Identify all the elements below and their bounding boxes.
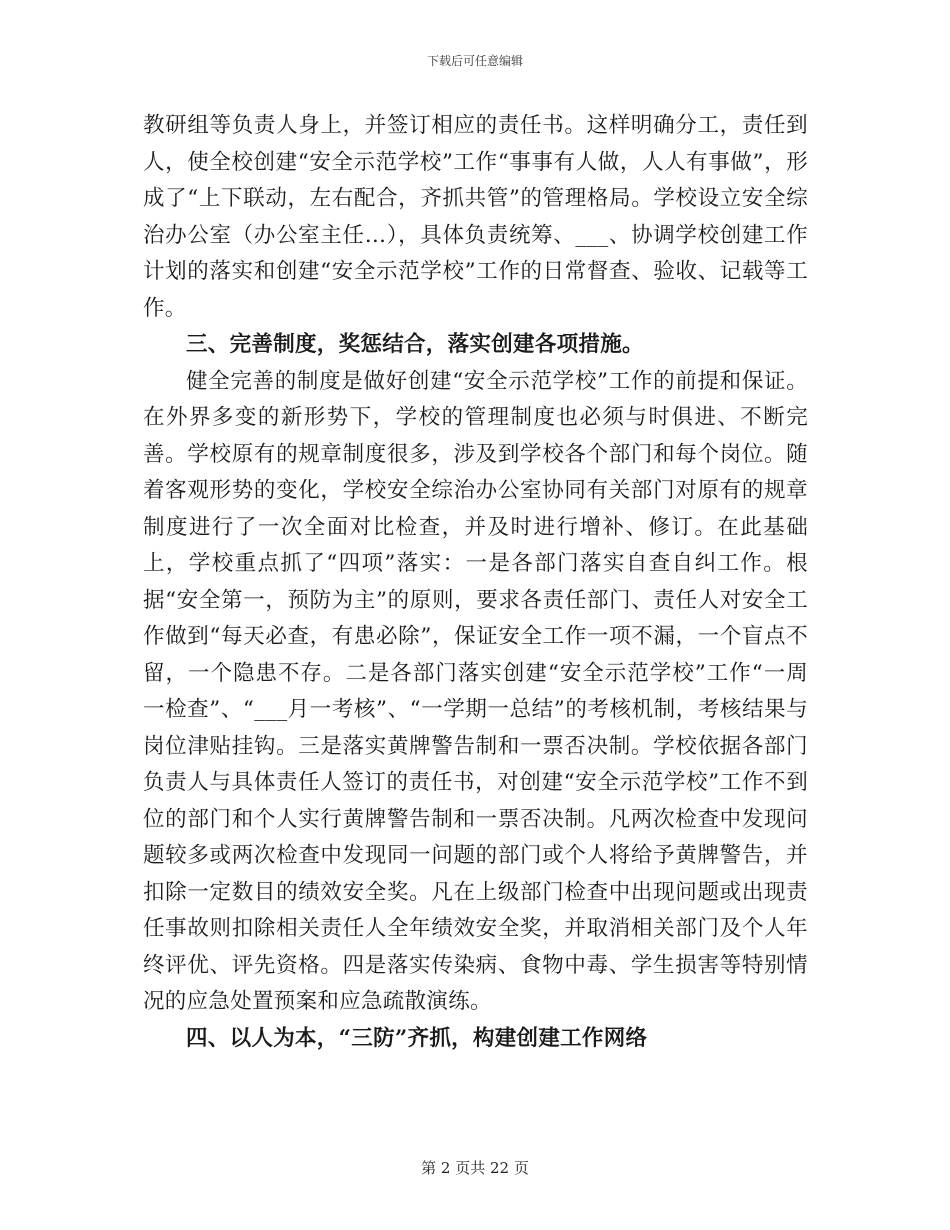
document-body	[143, 108, 808, 1057]
section-heading-3: 三、完善制度，奖惩结合，落实创建各项措施。	[186, 332, 644, 357]
paragraph-section-3: 健全完善的制度是做好创建“安全示范学校”工作的前提和保证。在外界多变的新形势下，学校的管理制度也必须与时俱进、不断完善。学校原有的规章制度很多，涉及到学校各个部门和每个岗位。随着客观形势的变化，学校安全综治办公室协同有关部门对原有的规章制度进行了一次全面对比检查，并及时进行增补、修订。在此基础上，学校重点抓了“四项”落实：一是各部门落实自查自纠工作。根据“安全第一，预防为主”的原则，要求各责任部门、责任人对安全工作做到“每天必查，有患必除”，保证安全工作一项不漏，一个盲点不留，一个隐患不存。二是各部门落实创建“安全示范学校”工作“一周一检查”、“___月一考核”、“一学期一总结”的考核机制，考核结果与岗位津贴挂钩。三是落实黄牌警告制和一票否决制。学校依据各部门负责人与具体责任人签订的责任书，对创建“安全示范学校”工作不到位的部门和个人实行黄牌警告制和一票否决制。凡两次检查中发现问题较多或两次检查中发现同一问题的部门或个人将给予黄牌警告，并扣除一定数目的绩效安全奖。凡在上级部门检查中出现问题或出现责任事故则扣除相关责任人全年绩效安全奖，并取消相关部门及个人年终评优、评先资格。四是落实传染病、食物中毒、学生损害等特别情况的应急处置预案和应急疏散演练。	[143, 368, 808, 1014]
section-heading-4: 四、以人为本，“三防”齐抓，构建创建工作网络	[186, 1025, 648, 1051]
page-footer: 第 2 页共 22 页	[421, 1159, 529, 1177]
paragraph-continued: 教研组等负责人身上，并签订相应的责任书。这样明确分工，责任到人，使全校创建“安全示范学校”工作“事事有人做，人人有事做”，形成了“上下联动，左右配合，齐抓共管”的管理格局。学校设立安全综治办公室（办公室主任…），具体负责统筹、___、协调学校创建工作计划的落实和创建“安全示范学校”工作的日常督查、验收、记载等工作。	[143, 113, 808, 321]
page-header: 下载后可任意编辑	[426, 54, 523, 68]
